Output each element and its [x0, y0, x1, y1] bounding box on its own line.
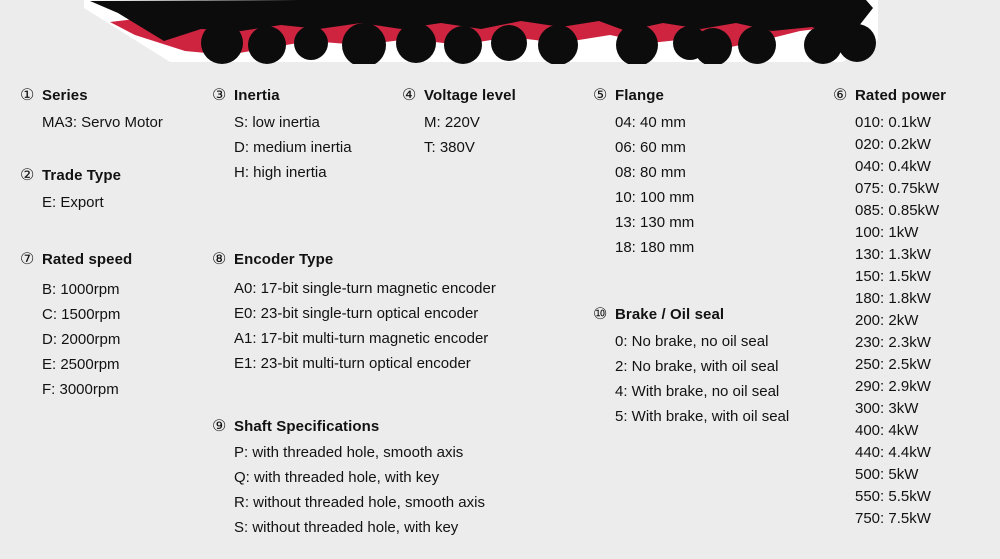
circled-number-10: ⑩: [593, 306, 608, 323]
code-definition: 4: With brake, no oil seal: [615, 383, 780, 400]
section-heading: [593, 87, 694, 105]
code-definition: A1: 17-bit multi-turn magnetic encoder: [234, 330, 489, 347]
section-rated-power: [833, 87, 946, 530]
code-definition: E: Export: [42, 194, 104, 211]
section-voltage-level: [402, 87, 516, 160]
code-definition: 400: 4kW: [855, 422, 919, 439]
code-definition: 085: 0.85kW: [855, 202, 940, 219]
circled-number-4: ④: [402, 87, 417, 104]
code-definition: H: high inertia: [234, 164, 327, 181]
code-definitions: [212, 110, 352, 185]
section-heading: [20, 87, 163, 105]
code-definition: Q: with threaded hole, with key: [234, 469, 440, 486]
section-shaft-specifications: [212, 418, 485, 540]
code-definitions: [593, 110, 694, 260]
code-definitions: [212, 440, 485, 540]
code-definition: B: 1000rpm: [42, 281, 120, 298]
code-definition: S: low inertia: [234, 114, 320, 131]
code-definition: 290: 2.9kW: [855, 378, 931, 395]
code-definition: 180: 1.8kW: [855, 290, 931, 307]
section-title: Series: [42, 87, 88, 104]
section-heading: [20, 167, 121, 185]
code-definition: 250: 2.5kW: [855, 356, 931, 373]
section-heading: [833, 87, 946, 105]
code-definition: C: 1500rpm: [42, 306, 121, 323]
code-definitions: [20, 110, 163, 135]
model-code-banner-graphic: [0, 0, 1000, 64]
circled-number-3: ③: [212, 87, 227, 104]
code-definition: 010: 0.1kW: [855, 114, 931, 131]
code-definition: 5: With brake, with oil seal: [615, 408, 790, 425]
section-trade-type: [20, 167, 121, 215]
code-definition: 130: 1.3kW: [855, 246, 931, 263]
section-series: [20, 87, 163, 135]
code-definition: 08: 80 mm: [615, 164, 686, 181]
code-definition: S: without threaded hole, with key: [234, 519, 459, 536]
code-definition: P: with threaded hole, smooth axis: [234, 444, 464, 461]
code-definitions: [212, 276, 496, 376]
section-title: Flange: [615, 87, 664, 104]
section-heading: [20, 251, 132, 269]
section-title: Voltage level: [424, 87, 516, 104]
code-definition: 13: 130 mm: [615, 214, 695, 231]
code-definition: 440: 4.4kW: [855, 444, 931, 461]
section-heading: [212, 87, 352, 105]
code-definition: 150: 1.5kW: [855, 268, 931, 285]
section-title: Rated speed: [42, 251, 133, 268]
code-definition: 550: 5.5kW: [855, 488, 931, 505]
code-definition: A0: 17-bit single-turn magnetic encoder: [234, 280, 496, 297]
code-definition: 075: 0.75kW: [855, 180, 940, 197]
circled-number-1: ①: [20, 87, 35, 104]
section-flange: [593, 87, 694, 260]
section-title: Trade Type: [42, 167, 122, 184]
code-definition: 200: 2kW: [855, 312, 919, 329]
section-title: Shaft Specifications: [234, 418, 380, 435]
circled-number-5: ⑤: [593, 87, 608, 104]
code-definition: T: 380V: [424, 139, 475, 156]
section-rated-speed: [20, 251, 132, 402]
section-heading: [402, 87, 516, 105]
code-definition: M: 220V: [424, 114, 480, 131]
code-definition: 020: 0.2kW: [855, 136, 931, 153]
code-definition: 04: 40 mm: [615, 114, 686, 131]
code-definition: 750: 7.5kW: [855, 510, 931, 527]
code-definition: F: 3000rpm: [42, 381, 119, 398]
code-definition: E0: 23-bit single-turn optical encoder: [234, 305, 479, 322]
code-definition: 06: 60 mm: [615, 139, 686, 156]
code-definition: 100: 1kW: [855, 224, 919, 241]
code-definition: R: without threaded hole, smooth axis: [234, 494, 485, 511]
section-heading: [212, 251, 496, 269]
code-definitions: [20, 277, 132, 402]
code-definition: 500: 5kW: [855, 466, 919, 483]
section-title: Rated power: [855, 87, 947, 104]
circled-number-8: ⑧: [212, 251, 227, 268]
section-heading: [593, 306, 789, 324]
code-definition: E: 2500rpm: [42, 356, 120, 373]
circled-number-2: ②: [20, 167, 35, 184]
code-definition: 0: No brake, no oil seal: [615, 333, 769, 350]
section-title: Inertia: [234, 87, 280, 104]
circled-number-9: ⑨: [212, 418, 227, 435]
section-encoder-type: [212, 251, 496, 376]
code-definitions: [593, 329, 789, 429]
section-title: Encoder Type: [234, 251, 334, 268]
code-definition: 2: No brake, with oil seal: [615, 358, 779, 375]
circled-number-7: ⑦: [20, 251, 35, 268]
code-definition: 10: 100 mm: [615, 189, 695, 206]
code-definitions: [20, 190, 121, 215]
section-heading: [212, 418, 485, 436]
section-brake-oil-seal: [593, 306, 789, 429]
code-definition: MA3: Servo Motor: [42, 114, 163, 131]
section-title: Brake / Oil seal: [615, 306, 725, 323]
code-definition: 300: 3kW: [855, 400, 919, 417]
code-definition: 230: 2.3kW: [855, 334, 931, 351]
code-definition: 040: 0.4kW: [855, 158, 931, 175]
code-definitions: [833, 112, 946, 530]
code-definition: 18: 180 mm: [615, 239, 695, 256]
code-definition: D: medium inertia: [234, 139, 352, 156]
code-definitions: [402, 110, 516, 160]
code-definition: E1: 23-bit multi-turn optical encoder: [234, 355, 471, 372]
circled-number-6: ⑥: [833, 87, 848, 104]
section-inertia: [212, 87, 352, 185]
code-definition: D: 2000rpm: [42, 331, 121, 348]
